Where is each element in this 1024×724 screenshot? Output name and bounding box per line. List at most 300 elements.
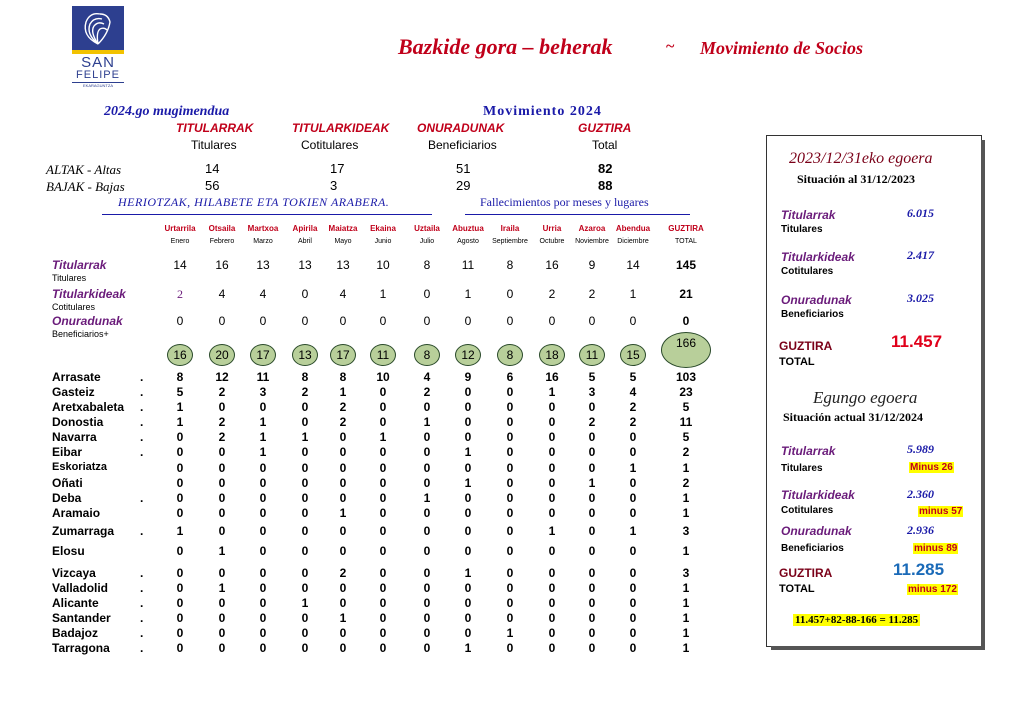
table-cell: 4 <box>423 370 431 384</box>
table-cell: 0 <box>588 461 596 475</box>
table-cell: 0 <box>259 581 267 595</box>
table-cell: 1 <box>218 544 226 558</box>
table-cell: 1 <box>379 430 387 444</box>
table-cell: 2 <box>682 476 690 490</box>
table-cell: 2 <box>218 430 226 444</box>
type-row-sublabel: Beneficiarios+ <box>52 329 109 339</box>
table-cell: 2 <box>339 415 347 429</box>
table-cell: 9 <box>588 258 596 272</box>
table-cell: 2 <box>682 445 690 459</box>
month-total-badge: 17 <box>250 344 276 366</box>
table-cell: 0 <box>176 626 184 640</box>
month-header: Abuztua <box>452 224 484 233</box>
table-cell: 0 <box>423 524 431 538</box>
logo-line1: SAN <box>81 54 115 71</box>
table-cell: 0 <box>588 445 596 459</box>
table-cell: 0 <box>548 445 556 459</box>
table-cell: 0 <box>339 314 347 328</box>
table-cell: 8 <box>506 258 514 272</box>
city-label: Tarragona <box>52 641 110 655</box>
table-cell: 0 <box>588 400 596 414</box>
logo-line2: FELIPE <box>76 69 120 81</box>
table-cell: 0 <box>423 506 431 520</box>
table-cell: 3 <box>588 385 596 399</box>
title-separator: ~ <box>666 38 675 55</box>
table-cell: 3 <box>259 385 267 399</box>
table-cell: 11 <box>461 258 475 272</box>
month-header: Otsaila <box>208 224 236 233</box>
table-cell: 0 <box>339 544 347 558</box>
table-cell: 0 <box>379 461 387 475</box>
table-cell: 3 <box>682 524 690 538</box>
table-cell: 0 <box>423 314 431 328</box>
table-cell: 0 <box>548 430 556 444</box>
table-cell: 0 <box>259 314 267 328</box>
table-cell: 0 <box>423 287 431 301</box>
table-cell: 0 <box>176 445 184 459</box>
table-cell: 5 <box>588 370 596 384</box>
prev-status-title: 2023/12/31eko egoera <box>789 150 933 167</box>
cur-total-value: 11.285 <box>893 560 945 579</box>
table-cell: 0 <box>259 400 267 414</box>
table-cell: 0 <box>423 641 431 655</box>
table-cell: 2 <box>548 287 556 301</box>
deaths-note-es: Fallecimientos por meses y lugares <box>480 195 649 209</box>
table-cell: 0 <box>629 314 637 328</box>
table-cell: 0 <box>588 596 596 610</box>
month-total-badge: 18 <box>539 344 565 366</box>
table-cell: 0 <box>506 430 514 444</box>
table-cell: 1 <box>423 415 431 429</box>
table-cell: 1 <box>548 385 556 399</box>
table-cell: 0 <box>301 461 309 475</box>
table-cell: 0 <box>588 611 596 625</box>
table-cell: 0 <box>176 430 184 444</box>
table-cell: 1 <box>682 596 690 610</box>
prev-titularkideak-label: Titularkideak <box>781 250 855 264</box>
table-cell: 0 <box>629 445 637 459</box>
table-cell: 2 <box>339 400 347 414</box>
table-cell: 0 <box>259 506 267 520</box>
table-cell: 1 <box>379 287 387 301</box>
table-cell: 1 <box>464 445 472 459</box>
table-cell: 0 <box>588 491 596 505</box>
month-subheader: Febrero <box>209 238 235 245</box>
table-cell: 0 <box>629 476 637 490</box>
table-cell: 0 <box>218 461 226 475</box>
table-cell: 14 <box>173 258 187 272</box>
table-cell: 0 <box>548 544 556 558</box>
cur-status-subtitle: Situación actual 31/12/2024 <box>783 410 924 424</box>
altas-cotitulares: 17 <box>330 161 345 176</box>
table-cell: 0 <box>464 611 472 625</box>
month-total-badge: 8 <box>414 344 440 366</box>
table-cell: 2 <box>588 415 596 429</box>
month-total-badge: 20 <box>209 344 235 366</box>
status-panel <box>766 135 982 647</box>
month-subheader: Abril <box>297 238 312 245</box>
table-cell: 0 <box>506 400 514 414</box>
page-title: Bazkide gora – beherak <box>398 34 613 59</box>
table-cell: 0 <box>176 314 184 328</box>
table-cell: 2 <box>629 415 637 429</box>
table-cell: 0 <box>548 491 556 505</box>
table-cell: 2 <box>629 400 637 414</box>
table-cell: 0 <box>506 641 514 655</box>
table-cell: 0 <box>548 566 556 580</box>
col-head-titularkideak: TITULARKIDEAK <box>292 121 390 135</box>
table-cell: 1 <box>259 430 267 444</box>
bajas-total: 88 <box>598 178 613 193</box>
table-cell: 1 <box>423 491 431 505</box>
table-cell: 0 <box>423 445 431 459</box>
city-label: Aretxabaleta <box>52 400 125 414</box>
table-cell: 1 <box>506 626 514 640</box>
month-header: Abendua <box>615 224 651 233</box>
city-label: Valladolid <box>52 581 109 595</box>
prev-total-label: GUZTIRA <box>779 339 833 353</box>
cur-onuradunak-label: Onuradunak <box>781 524 852 538</box>
table-cell: 0 <box>464 544 472 558</box>
table-cell: 0 <box>379 544 387 558</box>
city-dot: . <box>140 430 144 444</box>
table-cell: 0 <box>259 626 267 640</box>
table-cell: 0 <box>301 611 309 625</box>
table-cell: 0 <box>548 611 556 625</box>
table-cell: 0 <box>301 581 309 595</box>
table-cell: 1 <box>629 524 637 538</box>
table-cell: 0 <box>588 544 596 558</box>
prev-onuradunak-value: 3.025 <box>907 291 934 305</box>
city-dot: . <box>140 400 144 414</box>
month-total-badge: 166 <box>661 332 711 368</box>
altas-beneficiarios: 51 <box>456 161 471 176</box>
table-cell: 0 <box>379 476 387 490</box>
deaths-note-eu: HERIOTZAK, HILABETE ETA TOKIEN ARABERA. <box>118 195 390 209</box>
table-cell: 0 <box>506 491 514 505</box>
cur-titularkideak-label: Titularkideak <box>781 488 855 502</box>
movement-title-eu: 2024.go mugimendua <box>104 104 230 119</box>
table-cell: 0 <box>588 524 596 538</box>
table-cell: 13 <box>336 258 350 272</box>
table-cell: 0 <box>506 385 514 399</box>
table-cell: 0 <box>379 385 387 399</box>
table-cell: 1 <box>682 506 690 520</box>
table-cell: 1 <box>176 415 184 429</box>
cur-titulares-sub: Titulares <box>781 463 823 474</box>
month-header: Iraila <box>500 224 520 233</box>
table-cell: 0 <box>506 476 514 490</box>
altas-titulares: 14 <box>205 161 220 176</box>
table-cell: 0 <box>218 491 226 505</box>
cur-total-change: minus 172 <box>908 584 957 595</box>
table-cell: 0 <box>464 524 472 538</box>
table-cell: 0 <box>301 287 309 301</box>
month-total-badge: 8 <box>497 344 523 366</box>
table-cell: 0 <box>423 626 431 640</box>
table-cell: 0 <box>464 415 472 429</box>
table-cell: 0 <box>423 611 431 625</box>
city-dot: . <box>140 611 144 625</box>
city-label: Donostia <box>52 415 104 429</box>
table-cell: 2 <box>177 287 183 301</box>
bajas-label: BAJAK - Bajas <box>46 179 125 194</box>
table-cell: 0 <box>379 611 387 625</box>
table-cell: 0 <box>218 506 226 520</box>
table-cell: 0 <box>629 506 637 520</box>
table-cell: 8 <box>423 258 431 272</box>
table-cell: 0 <box>379 641 387 655</box>
table-cell: 0 <box>588 566 596 580</box>
table-cell: 0 <box>379 415 387 429</box>
logo-line3: EKARAGUNTZA <box>72 82 124 89</box>
table-cell: 0 <box>176 566 184 580</box>
table-cell: 0 <box>629 611 637 625</box>
table-cell: 0 <box>301 445 309 459</box>
table-cell: 0 <box>464 626 472 640</box>
table-cell: 0 <box>548 314 556 328</box>
table-cell: 0 <box>339 524 347 538</box>
table-cell: 0 <box>339 476 347 490</box>
month-header: Ekaina <box>370 224 396 233</box>
col-sub-cotitulares: Cotitulares <box>301 138 359 152</box>
table-cell: 0 <box>218 566 226 580</box>
month-subheader: Enero <box>170 238 190 245</box>
table-cell: 0 <box>301 544 309 558</box>
table-cell: 0 <box>506 445 514 459</box>
table-cell: 0 <box>301 626 309 640</box>
month-subheader: Julio <box>419 238 435 245</box>
table-cell: 0 <box>588 581 596 595</box>
table-cell: 1 <box>464 566 472 580</box>
city-label: Eibar <box>52 445 83 459</box>
table-cell: 23 <box>679 385 693 399</box>
month-total-badge: 11 <box>370 344 396 366</box>
table-cell: 0 <box>423 544 431 558</box>
table-cell: 0 <box>301 524 309 538</box>
prev-beneficiarios-sub: Beneficiarios <box>781 309 844 320</box>
table-cell: 1 <box>301 596 309 610</box>
month-total-badge: 15 <box>620 344 646 366</box>
table-cell: 0 <box>464 506 472 520</box>
city-label: Alicante <box>52 596 99 610</box>
table-cell: 3 <box>682 566 690 580</box>
table-cell: 1 <box>464 641 472 655</box>
table-cell: 6 <box>506 370 514 384</box>
city-dot: . <box>140 626 144 640</box>
table-cell: 8 <box>339 370 347 384</box>
table-cell: 1 <box>339 506 347 520</box>
table-cell: 0 <box>259 491 267 505</box>
table-cell: 0 <box>629 596 637 610</box>
table-cell: 0 <box>379 626 387 640</box>
table-cell: 11 <box>256 370 270 384</box>
city-label: Zumarraga <box>52 524 115 538</box>
col-head-guztira: GUZTIRA <box>578 121 632 135</box>
table-cell: 13 <box>298 258 312 272</box>
table-cell: 2 <box>218 415 226 429</box>
city-dot: . <box>140 415 144 429</box>
table-cell: 0 <box>259 524 267 538</box>
city-dot: . <box>140 491 144 505</box>
table-cell: 0 <box>548 596 556 610</box>
month-total-badge: 13 <box>292 344 318 366</box>
table-cell: 0 <box>301 566 309 580</box>
city-label: Gasteiz <box>52 385 95 399</box>
table-cell: 10 <box>376 258 390 272</box>
city-label: Elosu <box>52 544 85 558</box>
city-label: Deba <box>52 491 82 505</box>
city-dot: . <box>140 445 144 459</box>
table-cell: 1 <box>301 430 309 444</box>
table-cell: 0 <box>259 596 267 610</box>
table-cell: 0 <box>379 491 387 505</box>
prev-titularkideak-value: 2.417 <box>907 248 934 262</box>
table-cell: 1 <box>682 461 690 475</box>
month-subheader: Marzo <box>253 238 273 245</box>
table-cell: 0 <box>506 287 514 301</box>
prev-titularrak-label: Titularrak <box>781 208 836 222</box>
table-cell: 0 <box>548 415 556 429</box>
table-cell: 11 <box>679 415 693 429</box>
cur-cotitulares-sub: Cotitulares <box>781 505 834 516</box>
table-cell: 0 <box>301 400 309 414</box>
type-row-label: Onuradunak <box>52 314 123 328</box>
table-cell: 0 <box>548 400 556 414</box>
table-cell: 0 <box>379 400 387 414</box>
type-row-label: Titularrak <box>52 258 107 272</box>
table-cell: 0 <box>464 581 472 595</box>
prev-status-subtitle: Situación al 31/12/2023 <box>797 172 916 186</box>
table-cell: 0 <box>218 524 226 538</box>
table-cell: 21 <box>679 287 693 301</box>
month-header: Apirila <box>292 224 318 233</box>
city-label: Arrasate <box>52 370 101 384</box>
city-dot: . <box>140 581 144 595</box>
prev-onuradunak-label: Onuradunak <box>781 293 852 307</box>
table-cell: 1 <box>176 524 184 538</box>
table-cell: 12 <box>215 370 229 384</box>
table-cell: 0 <box>176 506 184 520</box>
table-cell: 0 <box>218 314 226 328</box>
table-cell: 0 <box>379 314 387 328</box>
table-cell: 1 <box>259 445 267 459</box>
table-cell: 0 <box>548 581 556 595</box>
type-row-sublabel: Titulares <box>52 273 87 283</box>
bajas-cotitulares: 3 <box>330 178 338 193</box>
table-cell: 0 <box>506 524 514 538</box>
table-cell: 0 <box>423 461 431 475</box>
table-cell: 2 <box>588 287 596 301</box>
table-cell: 0 <box>629 430 637 444</box>
table-cell: 0 <box>588 506 596 520</box>
altas-label: ALTAK - Altas <box>46 162 122 177</box>
table-cell: 0 <box>548 461 556 475</box>
table-cell: 4 <box>259 287 267 301</box>
table-cell: 1 <box>339 611 347 625</box>
table-cell: 0 <box>629 581 637 595</box>
table-cell: 0 <box>629 566 637 580</box>
cur-beneficiarios-sub: Beneficiarios <box>781 543 844 554</box>
table-cell: 0 <box>506 461 514 475</box>
table-cell: 2 <box>339 566 347 580</box>
cur-status-title: Egungo egoera <box>813 388 918 407</box>
table-cell: 0 <box>218 476 226 490</box>
divider <box>465 214 690 215</box>
city-label: Oñati <box>52 476 83 490</box>
month-header: Urria <box>542 224 562 233</box>
table-cell: 0 <box>379 524 387 538</box>
table-cell: 0 <box>548 476 556 490</box>
table-cell: 1 <box>682 544 690 558</box>
table-cell: 0 <box>176 611 184 625</box>
table-cell: 1 <box>682 641 690 655</box>
table-cell: 0 <box>379 566 387 580</box>
prev-total-sub: TOTAL <box>779 356 815 368</box>
table-cell: 0 <box>176 476 184 490</box>
col-sub-titulares: Titulares <box>191 138 237 152</box>
city-dot: . <box>140 596 144 610</box>
table-cell: 10 <box>376 370 390 384</box>
month-header: Urtarrila <box>164 224 196 233</box>
page-subtitle: Movimiento de Socios <box>700 38 863 58</box>
table-cell: 0 <box>218 596 226 610</box>
city-dot: . <box>140 370 144 384</box>
table-cell: 0 <box>176 641 184 655</box>
table-cell: 0 <box>379 445 387 459</box>
table-cell: 0 <box>339 581 347 595</box>
table-cell: 1 <box>464 287 472 301</box>
month-subheader: Diciembre <box>617 238 649 245</box>
table-cell: 0 <box>301 415 309 429</box>
table-cell: 0 <box>176 596 184 610</box>
table-cell: 1 <box>588 476 596 490</box>
city-label: Badajoz <box>52 626 99 640</box>
city-label: Navarra <box>52 430 97 444</box>
table-cell: 0 <box>339 445 347 459</box>
prev-total-value: 11.457 <box>891 332 943 351</box>
month-subheader: Agosto <box>457 238 479 245</box>
table-cell: 0 <box>588 430 596 444</box>
city-dot: . <box>140 566 144 580</box>
month-total-badge: 12 <box>455 344 481 366</box>
cur-titularrak-change: Minus 26 <box>910 462 953 473</box>
month-header: Maiatza <box>328 224 358 233</box>
table-cell: 0 <box>339 596 347 610</box>
table-cell: 5 <box>176 385 184 399</box>
month-header: Azaroa <box>578 224 606 233</box>
table-cell: 0 <box>464 385 472 399</box>
col-sub-total: Total <box>592 138 618 152</box>
table-cell: 0 <box>682 314 690 328</box>
table-cell: 0 <box>548 506 556 520</box>
month-subheader: Mayo <box>334 238 352 245</box>
table-cell: 0 <box>176 491 184 505</box>
table-cell: 4 <box>339 287 347 301</box>
table-cell: 1 <box>682 581 690 595</box>
month-subheader: Noviembre <box>575 238 609 245</box>
table-cell: 0 <box>379 581 387 595</box>
table-cell: 0 <box>423 476 431 490</box>
table-cell: 0 <box>464 596 472 610</box>
table-cell: 0 <box>339 641 347 655</box>
table-cell: 0 <box>259 461 267 475</box>
table-cell: 0 <box>629 544 637 558</box>
table-cell: 16 <box>545 370 559 384</box>
table-cell: 0 <box>506 314 514 328</box>
month-header: Uztaila <box>414 224 440 233</box>
month-subheader: Septiembre <box>492 238 528 245</box>
